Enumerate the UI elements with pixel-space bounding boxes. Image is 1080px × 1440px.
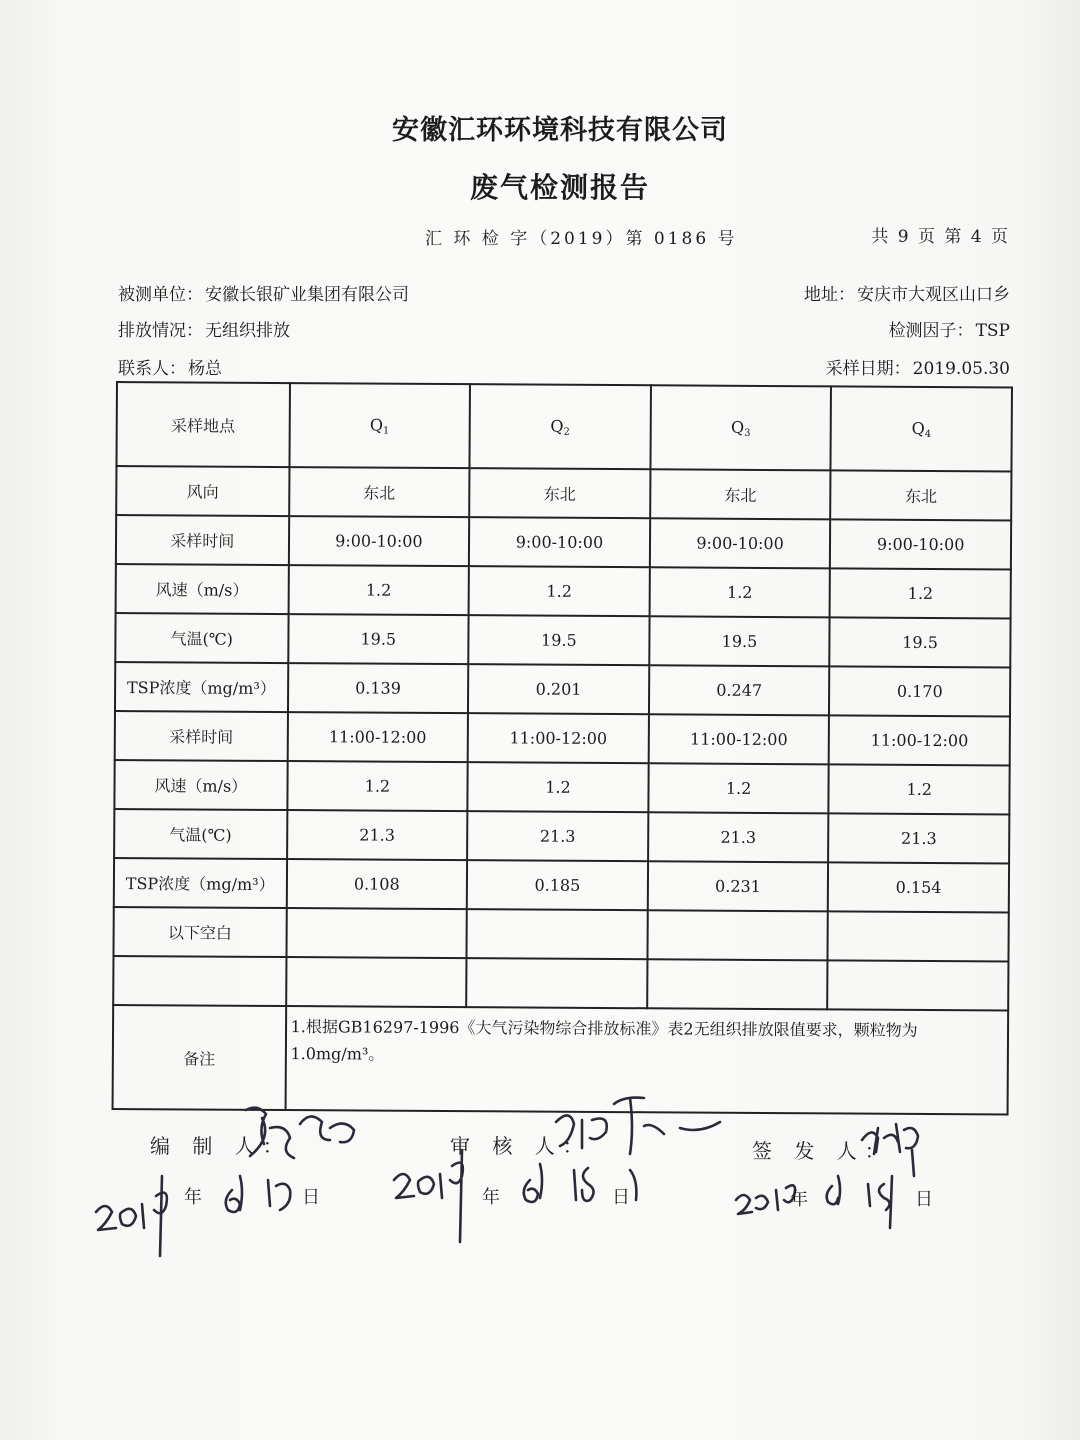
- row-label: 采样时间: [116, 515, 289, 565]
- table-cell: 11:00-12:00: [468, 713, 649, 763]
- table-cell: [466, 958, 647, 1008]
- table-cell: 1.2: [469, 566, 650, 616]
- row-label: 风速（m/s）: [114, 760, 287, 810]
- table-row: [115, 613, 1010, 667]
- table-row: [114, 858, 1009, 912]
- contact-person: [118, 354, 222, 379]
- page-info: 共 9 页 第 4 页: [871, 227, 1010, 247]
- header-cell-point: $Q_1$: [289, 383, 470, 468]
- table-cell: 0.139: [288, 663, 469, 713]
- compiler-label: 编 制 人：: [150, 1134, 291, 1158]
- table-cell: 9:00-10:00: [469, 517, 650, 567]
- table-row: [114, 760, 1009, 814]
- table-cell: 21.3: [648, 812, 829, 862]
- table-cell: [647, 910, 828, 960]
- note-label: 备注: [113, 1005, 286, 1110]
- compiler-year-char: 年: [184, 1187, 202, 1208]
- table-cell: 0.185: [467, 860, 648, 910]
- tested-unit-value: 安徽长银矿业集团有限公司: [205, 285, 409, 305]
- table-cell: 9:00-10:00: [650, 518, 831, 568]
- factor-value: TSP: [975, 321, 1010, 341]
- table-cell: 1.2: [288, 565, 469, 615]
- address: [804, 280, 1010, 305]
- header-cell-point: $Q_2$: [470, 384, 651, 469]
- address-value: 安庆市大观区山口乡: [857, 285, 1010, 305]
- discharge-value: 无组织排放: [205, 321, 290, 341]
- table-cell: 0.170: [829, 666, 1010, 716]
- sampling-date: [826, 354, 1010, 379]
- table-cell: 11:00-12:00: [829, 715, 1010, 765]
- table-row: [114, 809, 1009, 863]
- row-label: 风速（m/s）: [116, 564, 289, 614]
- table-row: [115, 711, 1010, 765]
- issuer-year-char: 年: [790, 1189, 808, 1210]
- table-row: [116, 515, 1011, 569]
- note-row: [113, 1005, 1009, 1114]
- date-value: 2019.05.30: [912, 359, 1010, 379]
- table-row: [113, 956, 1008, 1010]
- table-cell: 19.5: [468, 615, 649, 665]
- row-label: 采样时间: [115, 711, 288, 761]
- discharge-label: 排放情况：: [118, 321, 203, 341]
- table-cell: 东北: [650, 469, 831, 519]
- test-factor: [889, 316, 1010, 341]
- tested-unit: [118, 280, 409, 305]
- table-cell: 1.2: [287, 761, 468, 811]
- row-label: TSP浓度（mg/m³）: [114, 858, 287, 908]
- issuer-label: 签 发 人：: [752, 1139, 893, 1163]
- issuer-date-ink: [736, 1176, 892, 1228]
- table-cell: 0.231: [648, 861, 829, 911]
- table-cell: 9:00-10:00: [288, 516, 469, 566]
- header-cell-point: $Q_4$: [831, 386, 1012, 471]
- table-cell: 19.5: [830, 617, 1011, 667]
- row-label: 风向: [116, 466, 289, 516]
- table-cell: [828, 911, 1009, 961]
- table-cell: 0.201: [468, 664, 649, 714]
- row-label: [113, 956, 286, 1006]
- report-number: 汇 环 检 字（2019）第 0186 号: [425, 229, 738, 249]
- table-cell: [286, 908, 467, 958]
- table-cell: [467, 909, 648, 959]
- table-cell: 1.2: [829, 764, 1010, 814]
- table-cell: 9:00-10:00: [830, 519, 1011, 569]
- contact-label: 联系人：: [118, 359, 186, 379]
- table-row: [115, 662, 1010, 716]
- table-cell: 21.3: [467, 811, 648, 861]
- note-text: 1.根据GB16297-1996《大气污染物综合排放标准》表2无组织排放限值要求，颗粒物为1.0mg/m³。: [285, 1006, 1008, 1114]
- factor-label: 检测因子：: [888, 321, 974, 341]
- table-cell: [828, 960, 1009, 1010]
- table-cell: 0.247: [649, 665, 830, 715]
- table-cell: 0.108: [286, 859, 467, 909]
- header-cell-point: $Q_3$: [650, 385, 831, 470]
- table-cell: 东北: [831, 470, 1012, 520]
- tested-unit-label: 被测单位：: [118, 285, 203, 305]
- table-row: [113, 907, 1008, 961]
- company-name: 安徽汇环环境科技有限公司: [392, 115, 728, 146]
- reviewer-day-char: 日: [612, 1187, 630, 1208]
- row-label: 以下空白: [113, 907, 286, 957]
- table-cell: 19.5: [288, 614, 469, 664]
- table-header-row: [116, 382, 1011, 471]
- table-cell: 东北: [469, 468, 650, 518]
- reviewer-date-ink: [394, 1150, 636, 1242]
- table-cell: 1.2: [830, 568, 1011, 618]
- header-cell-label: 采样地点: [116, 382, 289, 467]
- contact-value: 杨总: [188, 359, 222, 379]
- table-cell: 1.2: [648, 763, 829, 813]
- compiler-day-char: 日: [302, 1187, 320, 1208]
- row-label: TSP浓度（mg/m³）: [115, 662, 288, 712]
- table-cell: 1.2: [649, 567, 830, 617]
- row-label: 气温(℃): [114, 809, 287, 859]
- table-cell: [286, 957, 467, 1007]
- reviewer-label: 审 核 人：: [450, 1134, 591, 1158]
- address-label: 地址：: [804, 285, 855, 305]
- report-title: 废气检测报告: [469, 171, 650, 204]
- table-cell: 11:00-12:00: [287, 712, 468, 762]
- issuer-day-char: 日: [915, 1189, 933, 1210]
- table-cell: 21.3: [287, 810, 468, 860]
- table-cell: [647, 959, 828, 1009]
- discharge-status: [118, 316, 290, 341]
- table-cell: 21.3: [828, 813, 1009, 863]
- table-cell: 11:00-12:00: [648, 714, 829, 764]
- table-cell: 19.5: [649, 616, 830, 666]
- row-label: 气温(℃): [115, 613, 288, 663]
- table-row: [116, 564, 1011, 618]
- date-label: 采样日期：: [825, 359, 911, 379]
- table-cell: 1.2: [468, 762, 649, 812]
- table-row: [116, 466, 1011, 520]
- reviewer-year-char: 年: [482, 1187, 500, 1208]
- table-cell: 东北: [289, 467, 470, 517]
- monitoring-table: [112, 381, 1013, 1115]
- table-cell: 0.154: [828, 862, 1009, 912]
